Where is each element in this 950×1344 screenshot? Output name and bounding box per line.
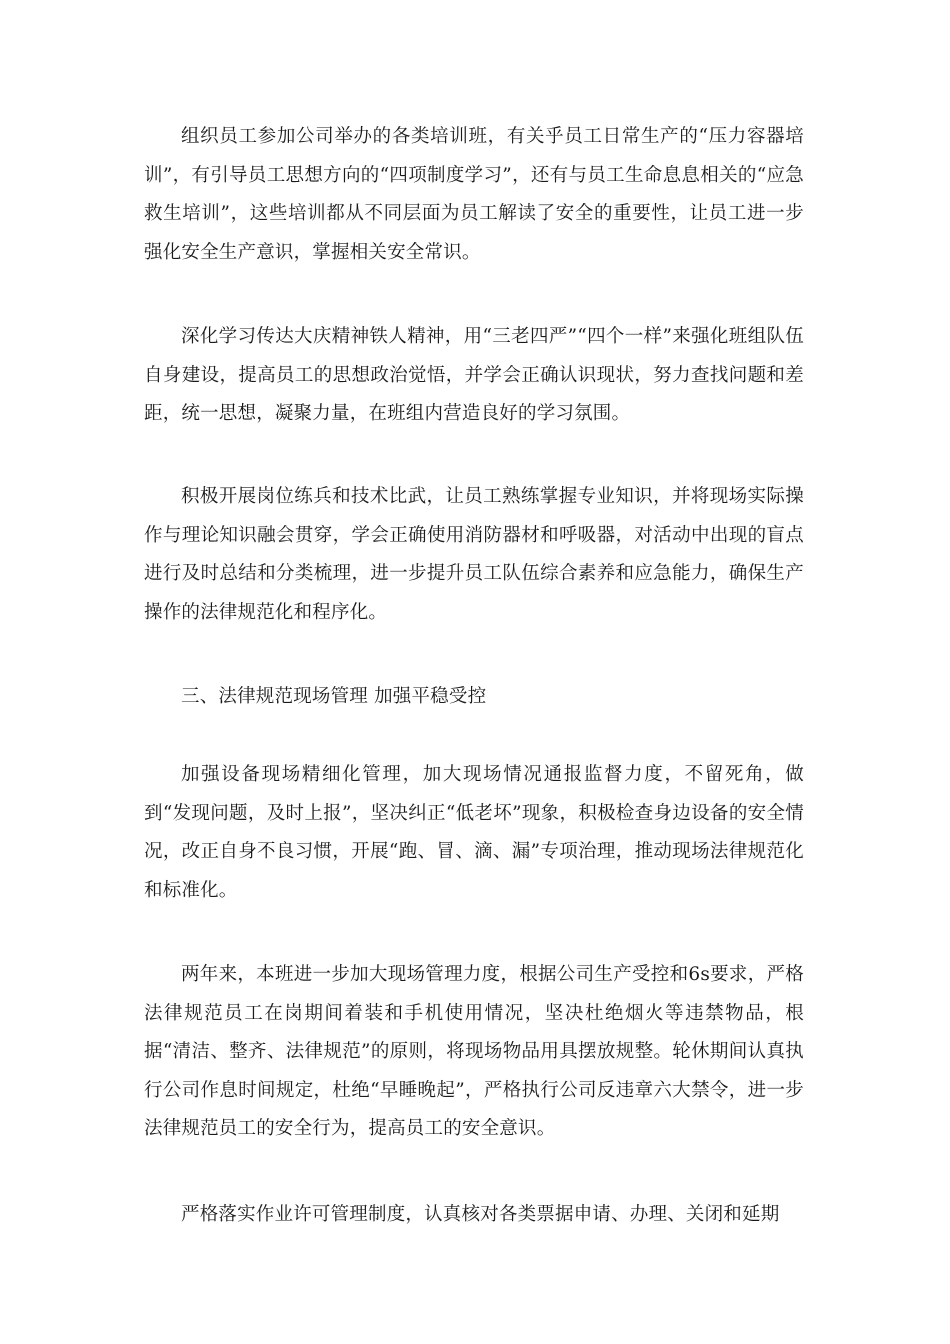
- paragraph-site-management: 两年来，本班进一步加大现场管理力度，根据公司生产受控和6s要求，严格法律规范员工在岗期间着装和手机使用情况，坚决杜绝烟火等违禁物品，根据“清洁、整齐、法律规范”的原则，将现场物品用具摆放规整。轮休期间认真执行公司作息时间规定，杜绝“早睡晚起”，严格执行公司反违章六大禁令，进一步法律规范员工的安全行为，提高员工的安全意识。: [144, 964, 804, 1139]
- paragraph-work-permit: 严格落实作业许可管理制度，认真核对各类票据申请、办理、关闭和延期: [181, 1204, 780, 1225]
- paragraph-training: 组织员工参加公司举办的各类培训班，有关乎员工日常生产的“压力容器培训”，有引导员工思想方向的“四项制度学习”，还有与员工生命息息相关的“应急救生培训”，这些培训都从不同层面为员工解读了安全的重要性，让员工进一步强化安全生产意识，掌握相关安全常识。: [144, 126, 804, 263]
- paragraph-skills-competition: 积极开展岗位练兵和技术比武，让员工熟练掌握专业知识，并将现场实际操作与理论知识融会贯穿，学会正确使用消防器材和呼吸器，对活动中出现的盲点进行及时总结和分类梳理，进一步提升员工队伍综合素养和应急能力，确保生产操作的法律规范化和程序化。: [144, 486, 804, 623]
- paragraph-daqing-spirit: 深化学习传达大庆精神铁人精神，用“三老四严”“四个一样”来强化班组队伍自身建设，提高员工的思想政治觉悟，并学会正确认识现状，努力查找问题和差距，统一思想，凝聚力量，在班组内营造良好的学习氛围。: [144, 326, 804, 424]
- section-heading-3: 三、法律规范现场管理 加强平稳受控: [181, 686, 487, 707]
- paragraph-equipment-management: 加强设备现场精细化管理，加大现场情况通报监督力度，不留死角，做到“发现问题，及时上报”，坚决纠正“低老坏”现象，积极检查身边设备的安全情况，改正自身不良习惯，开展“跑、冒、滴、漏”专项治理，推动现场法律规范化和标准化。: [144, 764, 804, 901]
